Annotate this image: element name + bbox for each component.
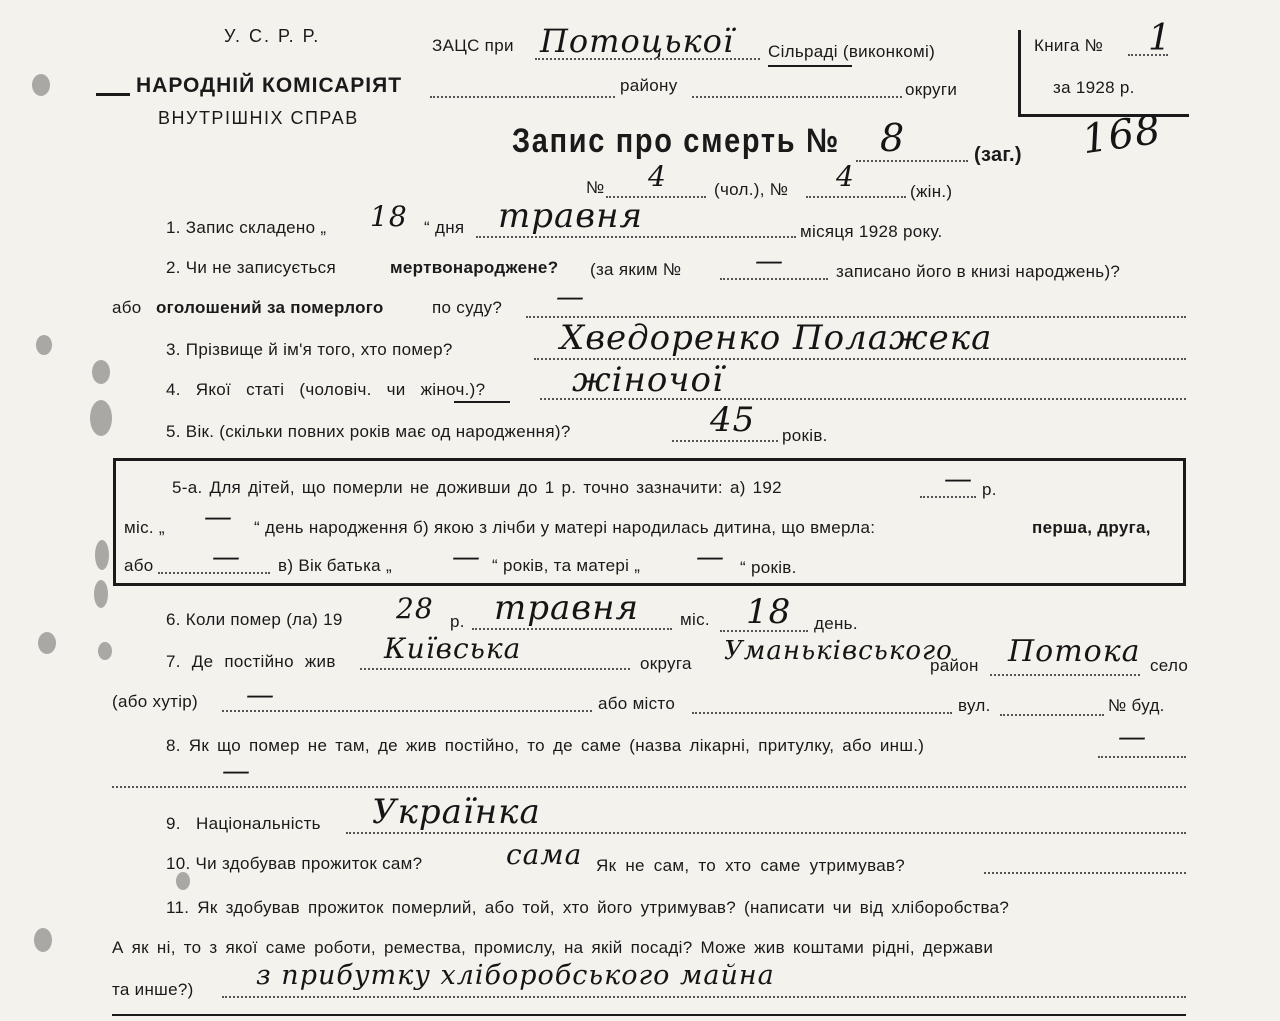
okrugy-line <box>692 96 902 98</box>
item2b-label-c: по суду? <box>432 298 503 317</box>
punch-hole <box>94 580 108 608</box>
item8-label: 8. Як що помер не там, де жив постійно, то де саме (назва лікарні, притулку, або инш.) <box>166 736 925 755</box>
male-label: (чол.), № <box>714 180 789 199</box>
item7-selo-line <box>990 674 1140 676</box>
item8-line2 <box>112 786 1186 788</box>
item5-suffix: років. <box>782 426 828 445</box>
item8-value2: — <box>222 754 251 787</box>
item4-value: жіночої <box>572 360 724 400</box>
zags-name: Потоцької <box>540 22 735 60</box>
record-number-line <box>856 160 968 162</box>
commissariat-line2: ВНУТРІШНІХ СПРАВ <box>158 108 359 128</box>
item5a-mother-value: — <box>696 540 725 573</box>
item2b-value: — <box>556 280 585 313</box>
silradi-label: Сільраді (виконкомі) <box>768 42 936 61</box>
item3-label: 3. Прізвище й ім'я того, хто помер? <box>166 340 453 359</box>
item6-month-line <box>472 628 672 630</box>
item6-year: 28 <box>396 592 434 625</box>
item11-line1: 11. Як здобував прожиток померлий, або той, хто його утримував? (написати чи від хліборобства? <box>166 898 1010 917</box>
punch-hole <box>38 632 56 654</box>
item1-label: 1. Запис складено „ <box>166 218 327 237</box>
item5-value: 45 <box>710 400 756 440</box>
item5a-line3-suffix: “ років. <box>740 558 797 577</box>
punch-hole <box>95 540 109 570</box>
zags-line <box>535 58 760 60</box>
item5a-line1-value: — <box>944 462 973 495</box>
item8-value: — <box>1118 720 1147 753</box>
item7-label: 7. Де постійно жив <box>166 652 336 671</box>
item7b-label: (або хутір) <box>112 692 199 711</box>
punch-hole <box>92 360 110 384</box>
female-label: (жін.) <box>910 182 953 201</box>
corner-note: 168 <box>1079 106 1165 164</box>
item1-day-suffix: “ дня <box>424 218 465 237</box>
zag-label: (заг.) <box>974 144 1022 166</box>
item2-suffix: записано його в книзі народжень)? <box>836 262 1121 281</box>
dash-mark <box>96 93 130 96</box>
item7b-vul-line <box>1000 714 1104 716</box>
female-number: 4 <box>836 160 855 193</box>
punch-hole <box>176 872 190 890</box>
item6-month: травня <box>494 588 639 628</box>
bottom-rule <box>112 1014 1186 1016</box>
item1-month: травня <box>498 196 643 236</box>
item9-value: Українка <box>372 792 541 832</box>
item5a-line2-value: — <box>204 500 233 533</box>
zags-label: ЗАЦС при <box>432 36 514 55</box>
item6-year-suffix: р. <box>450 612 465 631</box>
book-label: Книга № <box>1034 36 1104 55</box>
item5a-line1-line <box>920 496 976 498</box>
item7-selo: село <box>1150 656 1189 675</box>
item9-line <box>346 832 1186 834</box>
item7-okruha: округа <box>640 654 692 673</box>
item6-day-suffix: день. <box>814 614 858 633</box>
ussr-label: У. С. Р. Р. <box>224 26 321 46</box>
item5a-line2-bold: перша, друга, <box>1032 518 1151 537</box>
item5-label: 5. Вік. (скільки повних років має од народження)? <box>166 422 571 441</box>
item7b-line <box>222 710 592 712</box>
silradi-underline <box>768 65 852 67</box>
item5a-line3-prefix: або <box>124 556 154 575</box>
item4-line <box>540 398 1186 400</box>
item2b-label-b: оголошений за померлого <box>156 298 384 317</box>
punch-hole <box>36 335 52 355</box>
item2-label-a: 2. Чи не записується <box>166 258 336 277</box>
item1-month-line <box>476 236 796 238</box>
item7b-value: — <box>246 678 275 711</box>
item7-gubernia-line <box>360 668 630 670</box>
item5a-line2-prefix: міс. „ <box>124 518 165 537</box>
punch-hole <box>34 928 52 952</box>
item5a-line1-suffix: р. <box>982 480 997 499</box>
item5a-line3-mid2: “ років, та матері „ <box>492 556 641 575</box>
item5a-line3-mid: в) Вік батька „ <box>278 556 392 575</box>
item10-label: 10. Чи здобував прожиток сам? <box>166 854 423 873</box>
item10-suffix: Як не сам, то хто саме утримував? <box>596 856 906 875</box>
item5a-line2-mid: “ день народження б) якою з лічби у матері народилась дитина, що вмерла: <box>254 518 876 537</box>
item4-label: 4. Якої статі (чоловіч. чи жіноч.)? <box>166 380 486 399</box>
raion-label: району <box>620 76 678 95</box>
item5-line <box>672 440 778 442</box>
item11-line2: А як ні, то з якої саме роботи, ремества, промислу, на якій посаді? Може жив коштами рідні, держави <box>112 938 994 957</box>
item7b-misto-line <box>692 712 952 714</box>
item7b-vul: вул. <box>958 696 991 715</box>
item7b-bud: № буд. <box>1108 696 1165 715</box>
item5a-line3-value: — <box>212 540 241 573</box>
item2-value: — <box>755 244 784 277</box>
item5a-line1: 5-а. Для дітей, що померли не доживши до 1 р. точно зазначити: а) 192 <box>172 478 782 497</box>
book-number: 1 <box>1148 18 1172 59</box>
okrugy-label: округи <box>905 80 958 99</box>
item11-line3-label: та инше?) <box>112 980 194 999</box>
item3-value: Хведоренко Полажека <box>560 318 993 358</box>
item8-line <box>1098 756 1186 758</box>
item9-label-a: 9. <box>166 814 181 833</box>
item4-underline <box>454 401 510 403</box>
item2-label-c: (за яким № <box>590 260 682 279</box>
male-number: 4 <box>648 160 667 193</box>
item5a-line3-line <box>158 572 270 574</box>
item2-line <box>720 278 828 280</box>
item6-day: 18 <box>746 592 792 632</box>
item7-gubernia: Київська <box>384 632 522 665</box>
item6-label: 6. Коли помер (ла) 19 <box>166 610 343 629</box>
item7b-misto: або місто <box>598 694 676 713</box>
num-label: № <box>586 178 605 197</box>
item6-day-line <box>720 630 808 632</box>
commissariat-line1: НАРОДНІЙ КОМІСАРІЯТ <box>136 74 403 97</box>
item11-value: з прибутку хліборобського майна <box>256 960 775 991</box>
item2b-label-a: або <box>112 298 142 317</box>
raion-line <box>430 96 615 98</box>
item2-label-b: мертвонароджене? <box>390 258 559 277</box>
book-year: за 1928 р. <box>1053 78 1135 97</box>
item10-line <box>984 872 1186 874</box>
item7-raion: район <box>930 656 979 675</box>
item7-selo-value: Потока <box>1008 634 1141 669</box>
item11-line <box>222 996 1186 998</box>
item7-okruha-value: Уманьківського <box>724 636 953 666</box>
item1-day: 18 <box>370 200 408 233</box>
record-title: Запис про смерть № <box>512 122 840 160</box>
punch-hole <box>32 74 50 96</box>
record-number: 8 <box>880 116 906 160</box>
item6-mis: міс. <box>680 610 710 629</box>
female-number-line <box>806 196 906 198</box>
item10-value: сама <box>506 838 583 871</box>
item9-label-b: Національність <box>196 814 321 833</box>
punch-hole <box>90 400 112 436</box>
punch-hole <box>98 642 112 660</box>
item5a-father-value: — <box>452 540 481 573</box>
item1-suffix: місяця 1928 року. <box>800 222 943 241</box>
